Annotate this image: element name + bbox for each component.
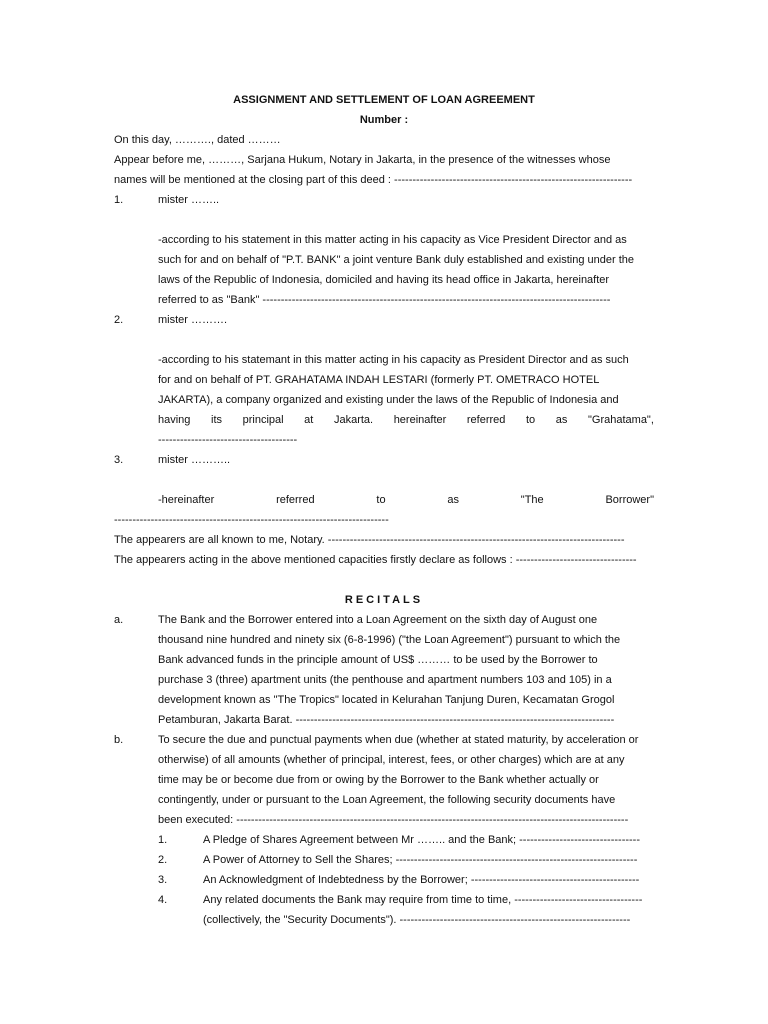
appearer-text-line: referred to as "Bank" ----------------------------------------------------------------------------------------------- [158, 294, 611, 306]
appearer-dash-line: -------------------------------------- [158, 434, 298, 446]
appearer-text-line: for and on behalf of PT. GRAHATAMA INDAH LESTARI (formerly PT. OMETRACO HOTEL [158, 374, 600, 386]
appearer-name: mister ……….. [158, 454, 231, 466]
word: to [526, 414, 536, 426]
recital-text-line: The Bank and the Borrower entered into a Loan Agreement on the sixth day of August one [158, 614, 598, 626]
appearer-text-line [158, 493, 654, 507]
statement-line: The appearers are all known to me, Notary. --------------------------------------------------------------------------------- [114, 534, 625, 546]
intro-line: names will be mentioned at the closing part of this deed : ----------------------------------------------------------------- [114, 174, 633, 186]
security-item-number: 3. [158, 874, 168, 886]
word: Jakarta. [333, 414, 374, 426]
appearer-name: mister ………. [158, 314, 228, 326]
word: at [304, 414, 314, 426]
appearer-text-line: -according to his statement in this matter acting in his capacity as Vice President Director and as [158, 234, 627, 246]
recital-text-line: time may be or become due from or owing by the Borrower to the Bank whether actually or [158, 774, 599, 786]
security-item-number: 2. [158, 854, 168, 866]
appearer-text-line: laws of the Republic of Indonesia, domiciled and having its head office in Jakarta, hereinafter [158, 274, 610, 286]
word: hereinafter [393, 414, 447, 426]
word: its [211, 414, 223, 426]
intro-line: Appear before me, ………, Sarjana Hukum, Notary in Jakarta, in the presence of the witnesses whose [114, 154, 611, 166]
recital-text-line: purchase 3 (three) apartment units (the penthouse and apartment numbers 103 and 105) in a [158, 674, 612, 686]
document-title: ASSIGNMENT AND SETTLEMENT OF LOAN AGREEMENT [233, 94, 535, 106]
statement-line: The appearers acting in the above mentioned capacities firstly declare as follows : --------------------------------- [114, 554, 637, 566]
recital-letter: b. [114, 734, 124, 746]
recitals-heading: RECITALS [344, 594, 424, 606]
recital-text-line: thousand nine hundred and ninety six (6-8-1996) ("the Loan Agreement") pursuant to which the [158, 634, 621, 646]
appearer-text-line: -according to his statemant in this matter acting in his capacity as President Director and as such [158, 354, 629, 366]
word: -hereinafter [158, 494, 215, 506]
recital-text-line: development known as "The Tropics" located in Kelurahan Tanjung Duren, Kecamatan Grogol [158, 694, 615, 706]
document-number-label: Number : [359, 114, 409, 126]
word: as [555, 414, 568, 426]
appearer-text-line [158, 413, 654, 427]
word: as [447, 494, 459, 506]
appearer-name: mister …….. [158, 194, 220, 206]
appearer-text-line: such for and on behalf of "P.T. BANK" a joint venture Bank duly established and existing under the [158, 254, 635, 266]
word: Borrower" [605, 494, 654, 506]
word: "Grahatama", [588, 414, 654, 426]
security-item-text: Any related documents the Bank may require from time to time, ----------------------------------- [203, 894, 643, 906]
security-item-text: A Power of Attorney to Sell the Shares; ------------------------------------------------------------------ [203, 854, 638, 866]
appearer-number: 1. [114, 194, 124, 206]
recital-text-line: been executed: ----------------------------------------------------------------------------------------------------------- [158, 814, 629, 826]
recital-text-line: contingently, under or pursuant to the Loan Agreement, the following security documents have [158, 794, 616, 806]
appearer-number: 2. [114, 314, 124, 326]
word: "The [520, 494, 544, 506]
security-item-number: 1. [158, 834, 168, 846]
recital-text-line: Bank advanced funds in the principle amount of US$ ……… to be used by the Borrower to [158, 654, 598, 666]
intro-line: On this day, ………., dated ……… [114, 134, 281, 146]
recital-text-line: Petamburan, Jakarta Barat. --------------------------------------------------------------------------------------- [158, 714, 615, 726]
security-item-text: A Pledge of Shares Agreement between Mr …….. and the Bank; --------------------------------- [203, 834, 641, 846]
recital-text-line: otherwise) of all amounts (whether of principal, interest, fees, or other charges) which are at any [158, 754, 625, 766]
security-item-number: 4. [158, 894, 168, 906]
appearer-dash-line: --------------------------------------------------------------------------- [114, 514, 389, 526]
appearer-text-line: JAKARTA), a company organized and existing under the laws of the Republic of Indonesia and [158, 394, 619, 406]
word: to [376, 494, 386, 506]
security-item-text: An Acknowledgment of Indebtedness by the Borrower; ---------------------------------------------- [203, 874, 640, 886]
recital-letter: a. [114, 614, 124, 626]
word: principal [242, 414, 284, 426]
recital-text-line: To secure the due and punctual payments when due (whether at stated maturity, by acceleration or [158, 734, 639, 746]
word: referred [276, 494, 315, 506]
appearer-number: 3. [114, 454, 124, 466]
word: having [158, 414, 191, 426]
word: referred [466, 414, 506, 426]
security-collective-line: (collectively, the "Security Documents"). --------------------------------------------------------------- [203, 914, 631, 926]
